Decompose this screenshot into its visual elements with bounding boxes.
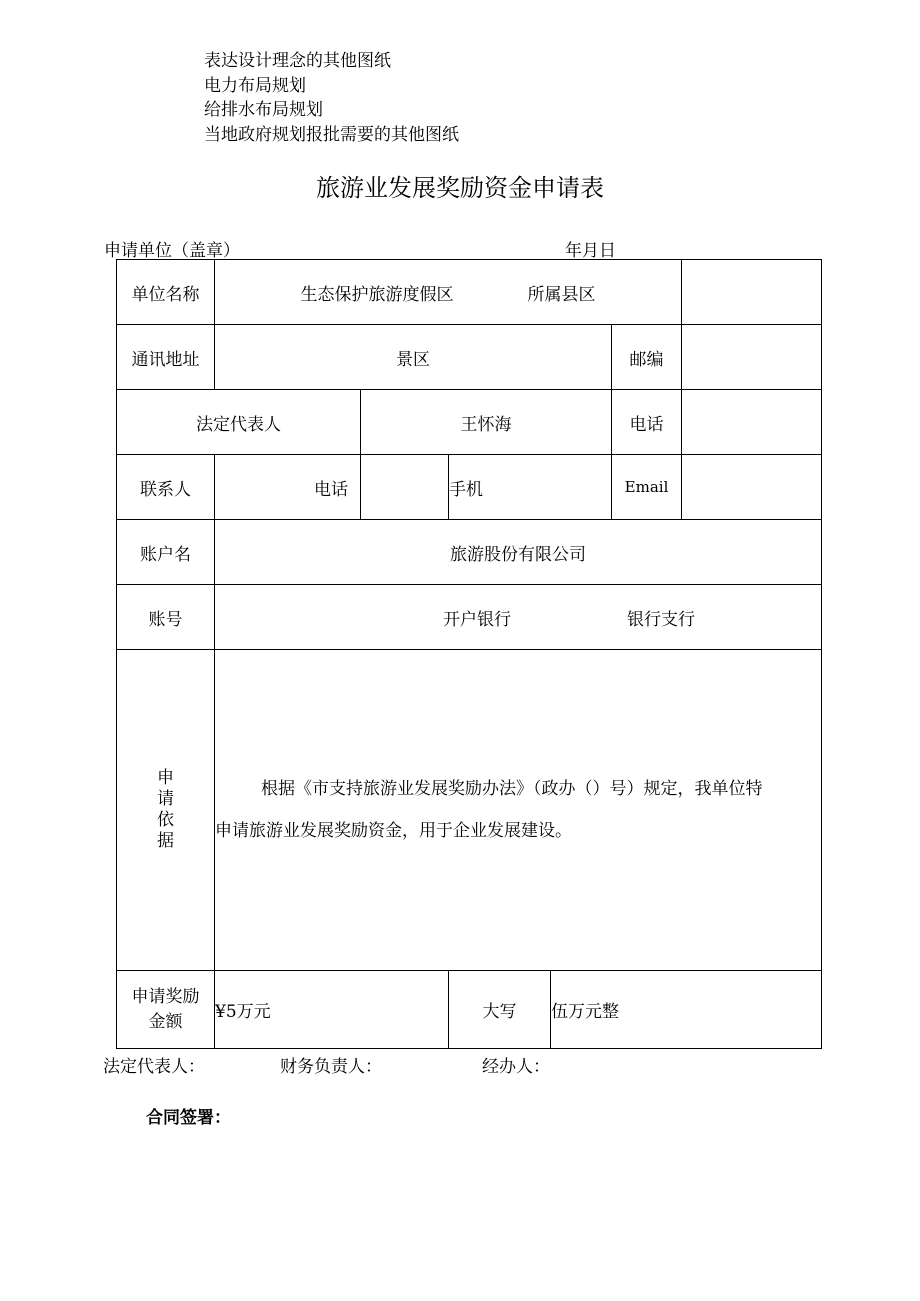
address-value: 景区 [215,325,612,390]
intro-line: 电力布局规划 [204,75,306,96]
intro-line: 当地政府规划报批需要的其他图纸 [204,124,459,145]
account-no-cell [215,585,822,650]
account-name-label: 账户名 [117,520,215,585]
branch-label: 银行支行 [627,609,695,630]
amount-label-cell [117,971,215,1049]
email-value-cell[interactable] [682,455,822,520]
applicant-label: 申请单位（盖章） [104,241,240,261]
finance-signature: 财务负责人： [280,1057,382,1077]
bank-label: 开户银行 [443,609,511,630]
amount-label: 申请奖励金额 [131,986,200,1032]
contact-label: 联系人 [117,455,215,520]
account-name-value: 旅游股份有限公司 [215,520,822,585]
form-title: 旅游业发展奖励资金申请表 [316,174,604,202]
county-value-cell[interactable] [682,260,822,325]
contract-label: 合同签署： [146,1108,231,1128]
date-label: 年月日 [565,241,616,261]
phone-value-cell[interactable] [682,390,822,455]
intro-line: 表达设计理念的其他图纸 [204,51,391,71]
capital-label: 大写 [449,971,551,1049]
unit-name-label: 单位名称 [117,260,215,325]
basis-line-2: 申请旅游业发展奖励资金，用于企业发展建设。 [215,821,572,841]
legal-rep-label: 法定代表人 [117,390,361,455]
contact-phone-value-cell[interactable] [361,455,449,520]
capital-value: 伍万元整 [551,971,822,1049]
intro-list [204,49,459,147]
postcode-value-cell[interactable] [682,325,822,390]
unit-name-cell [215,260,682,325]
email-label: Email [612,455,682,520]
basis-label-cell [117,650,215,971]
amount-value: ¥5万元 [215,971,449,1049]
legal-rep-signature: 法定代表人： [103,1057,205,1077]
basis-text-cell [215,650,822,971]
mobile-label: 手机 [449,455,612,520]
phone-label: 电话 [612,390,682,455]
handler-signature: 经办人： [482,1057,550,1077]
application-form-table [116,259,822,1049]
county-label: 所属县区 [527,284,596,305]
unit-name-value: 生态保护旅游度假区 [300,284,454,305]
account-no-label: 账号 [117,585,215,650]
contact-phone-label: 电话 [215,455,361,520]
basis-label: 申请依据 [157,768,174,851]
legal-rep-value: 王怀海 [361,390,612,455]
basis-line-1: 根据《市支持旅游业发展奖励办法》（政办（）号）规定，我单位特 [261,779,763,799]
address-label: 通讯地址 [117,325,215,390]
postcode-label: 邮编 [612,325,682,390]
intro-line: 给排水布局规划 [204,100,323,120]
